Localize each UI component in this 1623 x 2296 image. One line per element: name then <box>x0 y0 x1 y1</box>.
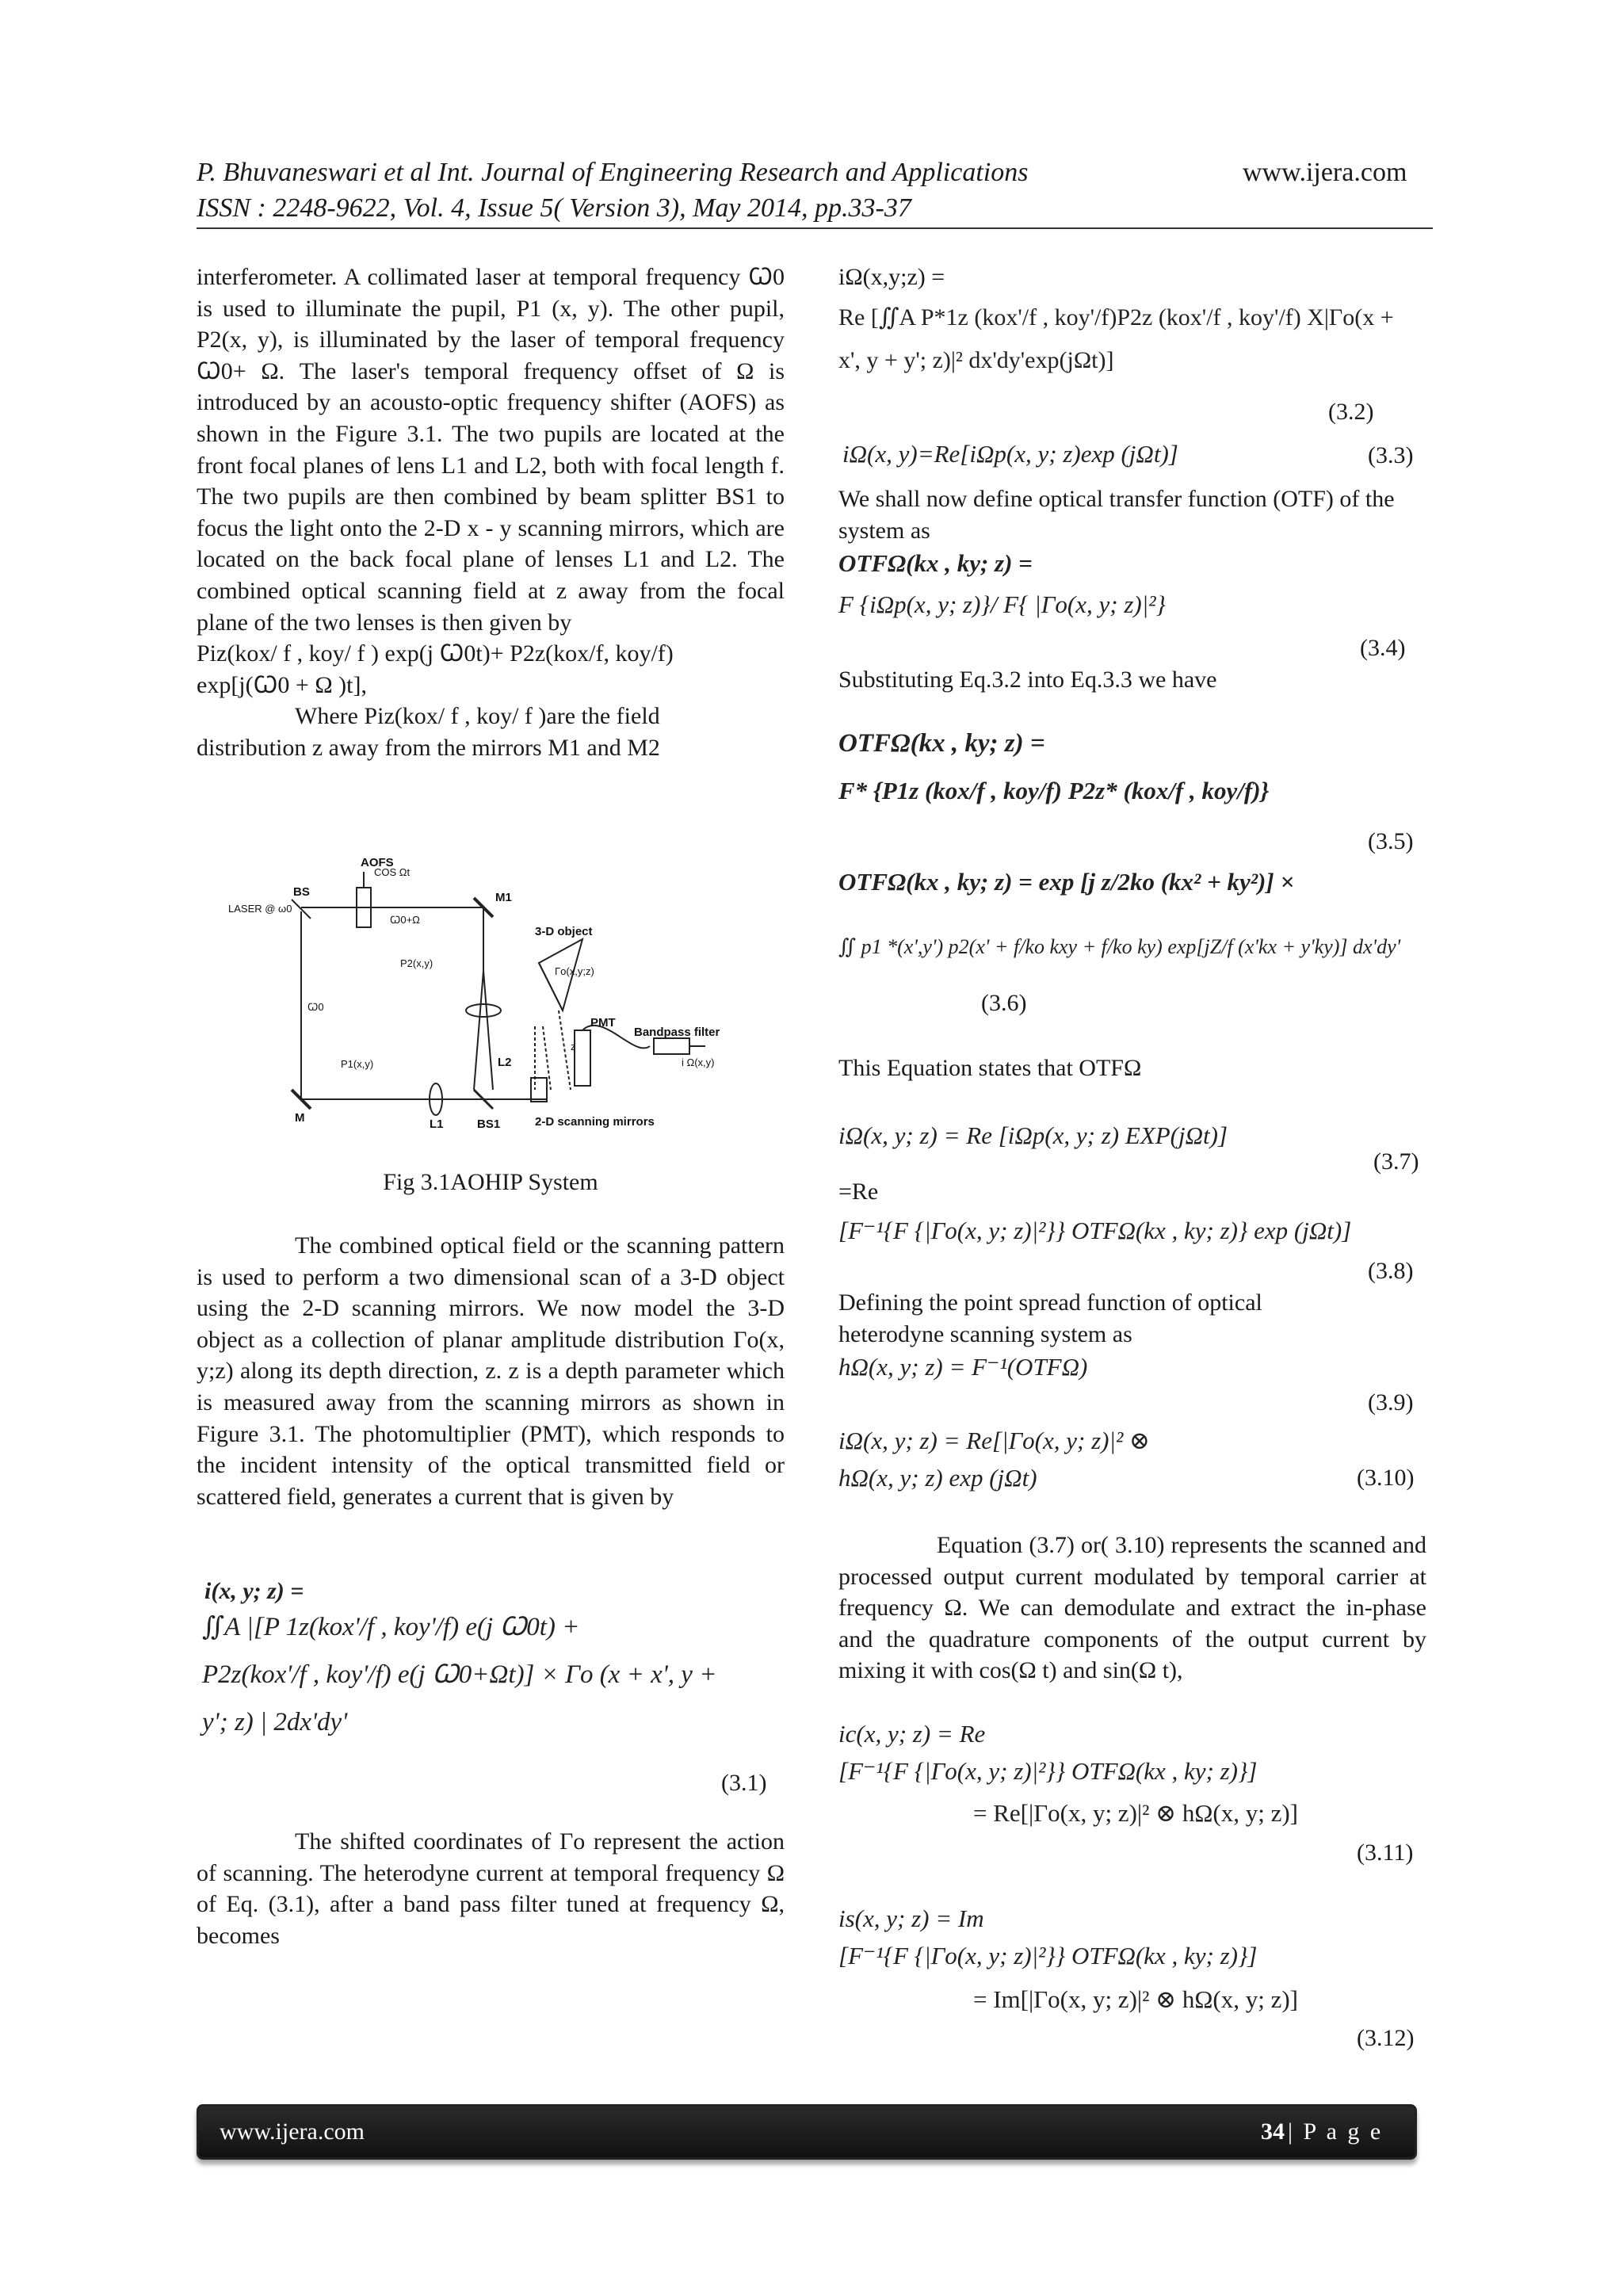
eq35-line2: F* {P1z (kox/f , koy/f) P2z* (kox/f , koy/f)} <box>838 777 1270 804</box>
where-line: Where Piz(kox/ f , koy/ f )are the field <box>295 703 660 730</box>
eq33: iΩ(x, y)=Re[iΩp(x, y; z)exp (jΩt)] <box>842 440 1178 468</box>
fig-label-bandpass: Bandpass filter <box>634 1026 720 1039</box>
left-column-lower <box>197 1230 785 1512</box>
fig-label-pmt: PMT <box>590 1016 616 1030</box>
states-line: This Equation states that OTFΩ <box>838 1055 1142 1081</box>
eq310-number: (3.10) <box>1357 1465 1415 1491</box>
eq32-body <box>838 300 1441 379</box>
running-header-issn: ISSN : 2248-9622, Vol. 4, Issue 5( Version 3), May 2014, pp.33-37 <box>197 193 911 223</box>
eq33-number: (3.3) <box>1368 442 1414 468</box>
eq311-number: (3.11) <box>1357 1839 1414 1866</box>
footer-page-number: 34 <box>1261 2118 1285 2145</box>
left-column <box>197 262 785 764</box>
eq310-line1: iΩ(x, y; z) = Re[|Γo(x, y; z)|² ⊗ <box>838 1427 1151 1454</box>
eq31-line2: P2z(kox'/f , koy'/f) e(j Ꞷ0+Ωt)] × Γo (x + x', y + <box>202 1660 717 1689</box>
right-column-demod <box>838 1530 1426 1687</box>
fig-label-z: z <box>571 1041 576 1052</box>
left-column-tail <box>197 1826 785 1951</box>
fig-label-m1: M1 <box>495 891 512 904</box>
field-equation-line2: exp[j(Ꞷ0 + Ω )t], <box>197 671 367 698</box>
eq38: [F⁻¹{F {|Γo(x, y; z)|²}} OTFΩ(kx , ky; z)} exp (jΩt)] <box>838 1217 1352 1244</box>
eq32-label: iΩ(x,y;z) = <box>838 264 945 290</box>
fig-label-object: 3-D object <box>535 925 593 938</box>
eq35-line1: OTFΩ(kx , ky; z) = <box>838 729 1045 758</box>
eq312-line1: is(x, y; z) = Im <box>838 1904 984 1932</box>
eq34-line2: F {iΩp(x, y; z)}/ F{ |Γo(x, y; z)|²} <box>838 590 1166 618</box>
eq311-line3: = Re[|Γo(x, y; z)|² ⊗ hΩ(x, y; z)] <box>973 1799 1298 1827</box>
eq37-number: (3.7) <box>1373 1148 1419 1175</box>
fig-label-l2: L2 <box>498 1056 512 1069</box>
page-footer-bar <box>197 2104 1417 2160</box>
footer-website: www.ijera.com <box>220 2118 365 2145</box>
eq36-number: (3.6) <box>981 990 1027 1016</box>
eq310-line2: hΩ(x, y; z) exp (jΩt) <box>838 1464 1037 1492</box>
eq39: hΩ(x, y; z) = F⁻¹(OTFΩ) <box>838 1353 1088 1381</box>
eq311-line2: [F⁻¹{F {|Γo(x, y; z)|²}} OTFΩ(kx , ky; z)}] <box>838 1757 1258 1785</box>
eq35-number: (3.5) <box>1368 828 1414 854</box>
fig-label-i-out: i Ω(x,y) <box>682 1056 715 1068</box>
eq32-line1: Re [∬A P*1z (kox'/f , koy'/f)P2z (kox'/f , koy'/f) X|Γo(x + <box>838 304 1394 330</box>
eq31-body <box>202 1609 789 1740</box>
eq32-number: (3.2) <box>1328 399 1374 425</box>
fig-label-mirrors: 2-D scanning mirrors <box>535 1115 655 1129</box>
fig-label-l1: L1 <box>430 1117 444 1131</box>
eq38-prefix: =Re <box>838 1179 879 1205</box>
eq31-number: (3.1) <box>721 1770 767 1796</box>
eq311-line1: ic(x, y; z) = Re <box>838 1720 986 1748</box>
figure-aohip-diagram <box>222 852 729 1169</box>
eq312-line2: [F⁻¹{F {|Γo(x, y; z)|²}} OTFΩ(kx , ky; z)}] <box>838 1942 1258 1969</box>
eq38-number: (3.8) <box>1368 1258 1414 1284</box>
fig-label-m: M <box>295 1111 305 1125</box>
demodulation-paragraph: Equation (3.7) or( 3.10) represents the scanned and processed output current modulated by temporal carrier at frequency Ω. We can demodulate and extract the in-phase and the quadrature components of the output current by mixing it with cos(Ω t) and sin(Ω t), <box>838 1532 1426 1684</box>
psf-definition: Defining the point spread function of optical heterodyne scanning system as <box>838 1289 1262 1347</box>
otf-definition: We shall now define optical transfer function (OTF) of the system as <box>838 486 1395 544</box>
fig-label-laser: LASER @ ω0 <box>228 903 292 915</box>
fig-label-w0-omega: Ꞷ0+Ω <box>390 914 420 926</box>
fig-label-bs: BS <box>293 885 310 899</box>
distribution-line: distribution z away from the mirrors M1 and M2 <box>197 734 660 761</box>
eq312-number: (3.12) <box>1357 2025 1415 2051</box>
eq31-line1: ∬A |[P 1z(kox'/f , koy'/f) e(j Ꞷ0t) + <box>202 1613 580 1641</box>
eq31-line3: y'; z) | 2dx'dy' <box>202 1708 348 1736</box>
eq312-line3: = Im[|Γo(x, y; z)|² ⊗ hΩ(x, y; z)] <box>973 1985 1298 2013</box>
fig-label-aofs: AOFS <box>361 856 394 869</box>
footer-page-word: | P a g e <box>1288 2118 1384 2145</box>
fig-label-p1: P1(x,y) <box>341 1058 374 1070</box>
figure-caption: Fig 3.1AOHIP System <box>383 1169 598 1195</box>
fig-label-cos: COS Ωt <box>374 866 411 878</box>
field-equation-line1: Piz(kox/ f , koy/ f ) exp(j Ꞷ0t)+ P2z(kox/f, koy/f) <box>197 640 674 667</box>
running-header-website: www.ijera.com <box>1243 158 1407 187</box>
intro-paragraph: interferometer. A collimated laser at temporal frequency Ꞷ0 is used to illuminate the pupil, P1 (x, y). The other pupil, P2(x, y), is illuminated by the laser of temporal frequency Ꞷ0+ Ω. The laser's temporal frequency offset of Ω is introduced by an acousto-optic frequency shifter (AOFS) as shown in the Figure 3.1. The two pupils are located at the front focal planes of lens L1 and L2, both with focal length f. The two pupils are then combined by beam splitter BS1 to focus the light onto the 2-D x - y scanning mirrors, which are located on the back focal plane of lenses L1 and L2. The combined optical scanning field at z away from the focal plane of the two lenses is then given by <box>197 264 785 636</box>
scanning-paragraph: The combined optical field or the scanning pattern is used to perform a two dimensional scan of a 3-D object using the 2-D scanning mirrors. We now model the 3-D object as a collection of planar amplitude distribution Γo(x, y;z) along its depth direction, z. z is a depth parameter which is measured away from the scanning mirrors as shown in Figure 3.1. The photomultiplier (PMT), which responds to the incident intensity of the optical transmitted field or scattered field, generates a current that is given by <box>197 1232 785 1510</box>
substituting-line: Substituting Eq.3.2 into Eq.3.3 we have <box>838 667 1217 693</box>
eq36-line2: ∬ p1 *(x',y') p2(x' + f/ko kxy + f/ko ky) exp[jZ/f (x'kx + y'ky)] dx'dy' <box>838 935 1401 958</box>
fig-label-w0: Ꞷ0 <box>307 1001 324 1013</box>
shifted-coordinates-paragraph: The shifted coordinates of Γo represent the action of scanning. The heterodyne current at temporal frequency Ω of Eq. (3.1), after a band pass filter tuned at frequency Ω, becomes <box>197 1828 785 1949</box>
eq31-label: i(x, y; z) = <box>204 1578 304 1604</box>
eq34-line1: OTFΩ(kx , ky; z) = <box>838 549 1033 577</box>
fig-label-gamma: Γo(x,y;z) <box>555 965 594 977</box>
fig-label-p2: P2(x,y) <box>400 957 433 969</box>
eq36-line1: OTFΩ(kx , ky; z) = exp [j z/2ko (kx² + ky²)] × <box>838 868 1295 896</box>
header-rule <box>197 227 1433 229</box>
eq37: iΩ(x, y; z) = Re [iΩp(x, y; z) EXP(jΩt)] <box>838 1121 1228 1149</box>
eq39-number: (3.9) <box>1368 1389 1414 1415</box>
eq32-line2: x', y + y'; z)|² dx'dy'exp(jΩt)] <box>838 347 1114 373</box>
fig-label-bs1: BS1 <box>477 1117 501 1131</box>
running-header-citation: P. Bhuvaneswari et al Int. Journal of Engineering Research and Applications <box>197 158 1029 187</box>
eq34-number: (3.4) <box>1360 635 1406 661</box>
